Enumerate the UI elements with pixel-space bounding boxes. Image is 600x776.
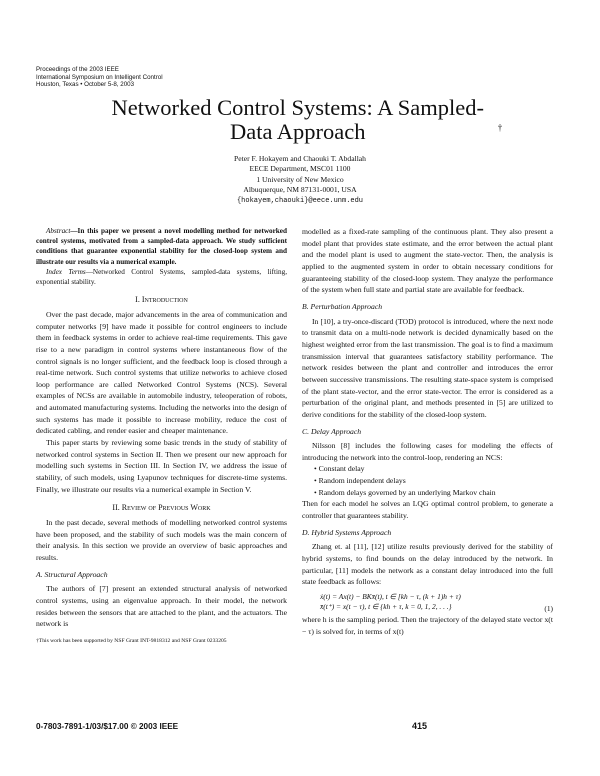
paper-title: Networked Control Systems: A Sampled-Data Approach † xyxy=(111,95,503,144)
proceedings-header: Proceedings of the 2003 IEEE International Symposium on Intelligent Control Houston, Texas • October 5-8, 2003 xyxy=(36,66,163,89)
paragraph: In the past decade, several methods of modelling networked control systems have been proposed, and the stability of such models was the main concern of their analysis. In this section we provide an overview of basic approaches and results. xyxy=(36,518,287,562)
footnote: †This work has been supported by NSF Grant INT-9818312 and NSF Grant 0233205 xyxy=(36,637,227,644)
author-city: Albuquerque, NM 87131-0001, USA xyxy=(243,185,357,195)
section-heading: I. Introduction xyxy=(135,295,188,305)
author-block xyxy=(0,154,600,206)
author-names: Peter F. Hokayem and Chaouki T. Abdallah xyxy=(234,154,366,163)
list-item: • Constant delay xyxy=(314,463,553,475)
paragraph: Over the past decade, major advancements in the area of communication and computer networks [9] have made it possible for control engineers to include them in feedback systems in order to achieve real-time requirements. This gave rise to a new paradigm in control systems where instantaneous flow of the control signals is no longer sufficient, and the feedback loop is closed through a real-time network. Such control systems that utilize networks to achieve closed loop performance are called Networked Control Systems (NCS). Several examples of NCSs are available in automobile industry, teleoperation of robots, and automated manufacturing systems. Including the networks into the design of such systems has made it possible to increase mobility, reduce the cost of dedicated cabling, and render easier and cheaper maintenance. xyxy=(36,309,287,436)
page-number: 415 xyxy=(412,721,428,731)
paragraph: where h is the sampling period. Then the trajectory of the delayed state vector x(t − τ) is solved for, in terms of x(t) xyxy=(302,615,553,636)
right-column xyxy=(302,226,553,637)
subsection-heading: A. Structural Approach xyxy=(36,569,108,579)
subsection-heading: B. Perturbation Approach xyxy=(302,301,383,311)
section-heading: II. Review of Previous Work xyxy=(112,503,211,513)
left-column xyxy=(36,226,287,645)
copyright-line: 0-7803-7891-1/03/$17.00 © 2003 IEEE xyxy=(36,722,179,731)
equation-number: (1) xyxy=(544,604,553,614)
paragraph: modelled as a fixed-rate sampling of the continuous plant. They also present a model plant that provides state estimate, and the error between the actual plant and the model plant is used to augment the state-vector. Then, the analysis is applied to the augmented system in order to obtain necessary conditions for guaranteeing stability of the closed-loop system. They analyze the performance of the system when full state and partial state are available for feedback. xyxy=(302,227,553,295)
paragraph: Zhang et. al [11], [12] utilize results previously derived for the stability of hybrid systems, to find bounds on the delay introduced by the network. In particular, [11] models the network as a constant delay introduced into the full state feedback as follows: xyxy=(302,542,553,587)
author-dept: EECE Department, MSC01 1100 xyxy=(249,164,351,174)
author-email: {hokayem,chaouki}@eece.unm.edu xyxy=(236,196,364,205)
subsection-heading: D. Hybrid Systems Approach xyxy=(302,527,392,537)
paragraph: In [10], a try-once-discard (TOD) protocol is introduced, where the next node to transmit data on a multi-node network is decided dynamically based on the highest weighted error from the last transmission. The goal is to find a maximum transmission interval that guarantees satisfactory stability performance. The network resides between the plant and controller and introduces the error between successive transmissions. The resulting state-space system is comprised of the plant state-vector, and the error state-vector. The error is considered as a perturbation of the original plant, and methods presented in [5] are utilized to derive conditions for the stability of the closed-loop system. xyxy=(302,316,553,419)
author-univ: 1 University of New Mexico xyxy=(256,174,344,184)
abstract: Abstract—In this paper we present a novel modelling method for networked control systems, motivated from a sampled-data approach. We study sufficient conditions that guarantee exponential stability for the closed-loop system and illustrate our results via a numerical example. xyxy=(36,227,287,266)
paragraph: Nilsson [8] includes the following cases for modeling the effects of introducing the network into the control-loop, rendering an NCS: xyxy=(302,441,553,462)
equation-1: ẋ(t) = Ax(t) − BKx̄(t), t ∈ [kh − τ, (k + 1)h + τ) x̄(t⁺) = x(t − τ), t ∈ {kh + τ, k = 0, 1, 2, . . .} (1) xyxy=(320,592,553,614)
list-item: • Random delays governed by an underlying Markov chain xyxy=(314,487,553,499)
subsection-heading: C. Delay Approach xyxy=(302,426,362,436)
paragraph: This paper starts by reviewing some basic trends in the study of stability of networked control systems in Section II. Then we present our new approach for modelling such systems in Section III. In Section IV, we address the issue of stability, of such models, using Lyapunov techniques for discrete-time systems. Finally, we illustrate our results via a numerical example in Section V. xyxy=(36,438,287,494)
bullet-list xyxy=(302,463,553,498)
paragraph: The authors of [7] present an extended structural analysis of networked control systems, using an eigenvalue approach. In their model, the network resides between the sensors that are attached to the plant, and the actuators. The network is xyxy=(36,584,287,629)
list-item: • Random independent delays xyxy=(314,475,553,487)
paragraph: Then for each model he solves an LQG optimal control problem, to generate a controller that guarantees stability. xyxy=(302,499,553,521)
index-terms: Index Terms—Networked Control Systems, sampled-data systems, lifting, exponential stability. xyxy=(36,267,287,287)
